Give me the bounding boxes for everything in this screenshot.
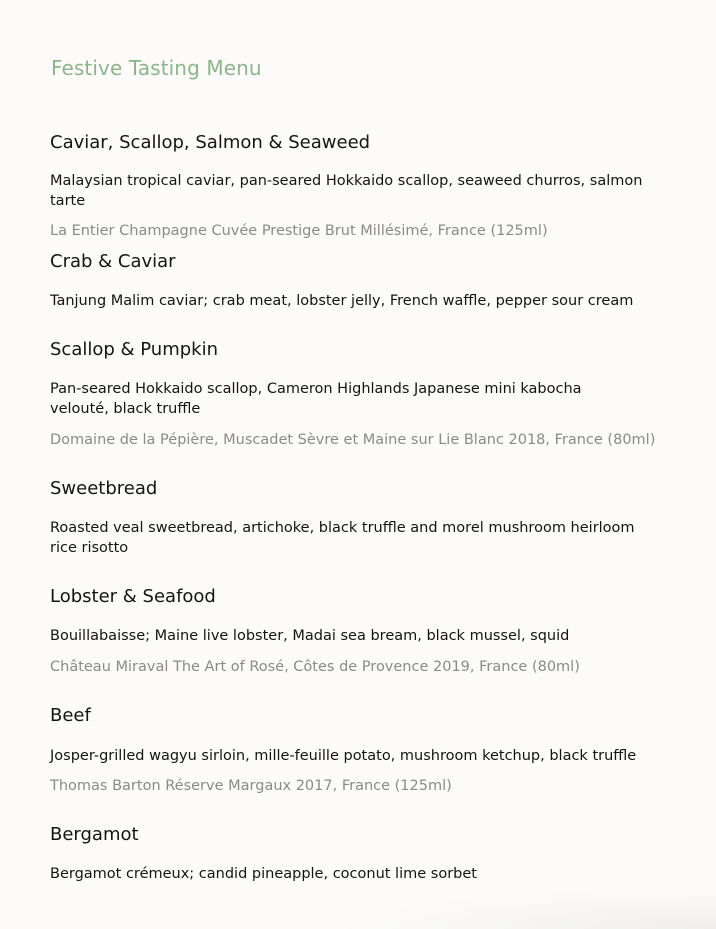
course-description: Tanjung Malim caviar; crab meat, lobster jelly, French waffle, pepper sour cream [50, 293, 634, 309]
course-item [50, 823, 670, 884]
course-name: Crab & Caviar [50, 251, 176, 272]
course-name: Bergamot [50, 824, 139, 845]
course-description: Malaysian tropical caviar, pan-seared Hokkaido scallop, seaweed churros, salmon tarte [50, 173, 643, 209]
course-name: Beef [50, 705, 91, 726]
course-name: Caviar, Scallop, Salmon & Seaweed [50, 132, 371, 153]
course-name: Sweetbread [50, 478, 158, 499]
course-description: Roasted veal sweetbread, artichoke, black truffle and morel mushroom heirloom rice risotto [50, 520, 635, 556]
course-item [50, 477, 670, 558]
course-item [50, 585, 670, 677]
wine-pairing: Château Miraval The Art of Rosé, Côtes de Provence 2019, France (80ml) [50, 659, 580, 675]
course-description: Bergamot crémeux; candid pineapple, coconut lime sorbet [50, 866, 477, 882]
course-name: Lobster & Seafood [50, 586, 216, 607]
wine-pairing: La Entier Champagne Cuvée Prestige Brut Millésimé, France (125ml) [50, 223, 548, 239]
wine-pairing: Domaine de la Pépière, Muscadet Sèvre et Maine sur Lie Blanc 2018, France (80ml) [50, 432, 656, 448]
course-item [50, 338, 670, 450]
course-description: Pan-seared Hokkaido scallop, Cameron Highlands Japanese mini kabocha velouté, black truffle [50, 381, 582, 417]
course-description: Bouillabaisse; Maine live lobster, Madai sea bream, black mussel, squid [50, 628, 570, 644]
course-item [50, 131, 670, 241]
wine-pairing: Thomas Barton Réserve Margaux 2017, France (125ml) [50, 778, 452, 794]
course-name: Scallop & Pumpkin [50, 339, 219, 360]
menu-title: Festive Tasting Menu [51, 56, 262, 80]
course-item [50, 250, 670, 311]
course-description: Josper-grilled wagyu sirloin, mille-feuille potato, mushroom ketchup, black truffle [50, 748, 637, 764]
page-shadow [336, 889, 716, 929]
course-item [50, 704, 670, 796]
